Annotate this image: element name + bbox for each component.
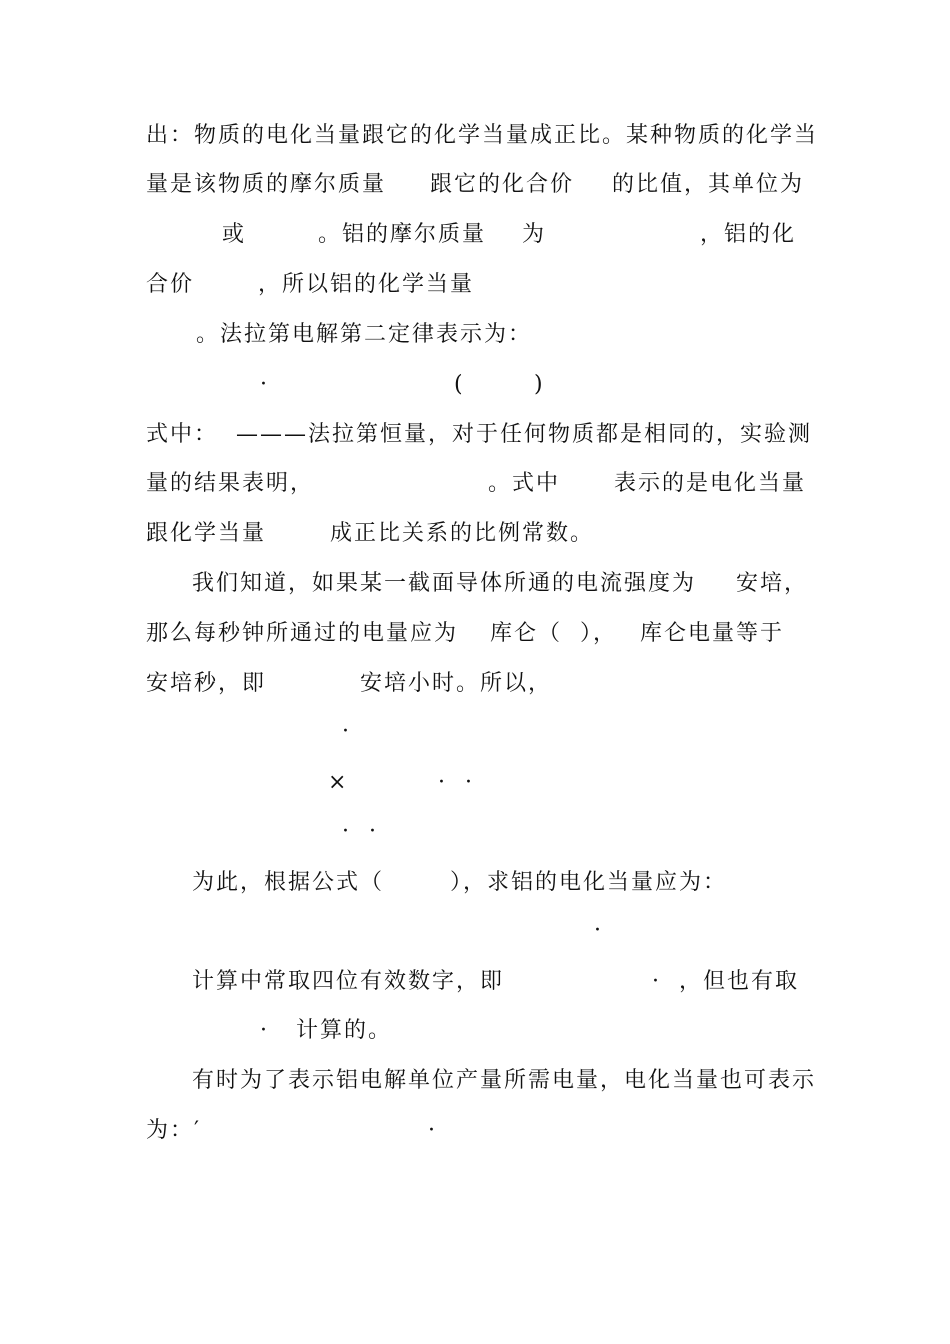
text-fragment: 。式中 <box>488 471 561 496</box>
text-fragment: 安培， <box>736 571 809 596</box>
text-fragment: ) <box>534 372 545 397</box>
text-fragment: · <box>260 1018 269 1043</box>
text-fragment: 跟化学当量 <box>146 521 267 546</box>
text-fragment: 我们知道，如果某一截面导体所通的电流强度为 <box>192 571 697 596</box>
text-line: 式中： ———法拉第恒量，对于任何物质都是相同的，实验测 <box>146 422 812 447</box>
text-fragment: 量是该物质的摩尔质量 <box>146 172 387 197</box>
text-fragment: 跟它的化合价 <box>430 172 575 197</box>
text-fragment: 安培小时。所以， <box>360 671 553 696</box>
text-fragment: ，铝的化 <box>700 222 797 247</box>
text-fragment: 库仑（ ）， <box>490 621 617 646</box>
text-fragment: 计算中常取四位有效数字，即 <box>192 969 505 994</box>
text-fragment: ，所以铝的化学当量 <box>258 272 475 297</box>
text-fragment: 量的结果表明， <box>146 471 315 496</box>
text-fragment: ( <box>454 372 465 397</box>
text-fragment: 库仑电量等于 <box>640 621 785 646</box>
text-fragment: · ，但也有取 <box>652 969 799 994</box>
text-fragment: 。铝的摩尔质量 <box>318 222 487 247</box>
text-fragment: 为：′ <box>146 1118 201 1143</box>
text-fragment: · <box>342 719 351 744</box>
text-fragment: 安培秒，即 <box>146 671 267 696</box>
text-line: 出：物质的电化当量跟它的化学当量成正比。某种物质的化学当 <box>146 123 819 148</box>
text-fragment: · · <box>342 819 378 844</box>
text-fragment: 为 <box>522 222 547 247</box>
text-fragment: 为此，根据公式（ <box>192 870 385 895</box>
text-fragment: 或 <box>222 222 247 247</box>
text-line: 有时为了表示铝电解单位产量所需电量，电化当量也可表示 <box>192 1068 817 1093</box>
text-fragment: 成正比关系的比例常数。 <box>330 521 595 546</box>
text-fragment: 那么每秒钟所通过的电量应为 <box>146 621 459 646</box>
text-fragment: · <box>428 1118 437 1143</box>
text-fragment: ），求铝的电化当量应为： <box>450 870 728 895</box>
text-fragment: 的比值，其单位为 <box>612 172 805 197</box>
text-fragment: · <box>260 372 269 397</box>
text-fragment: · <box>594 918 603 943</box>
text-fragment: 计算的。 <box>296 1018 393 1043</box>
text-fragment: 合价 <box>146 272 195 297</box>
text-line: 。法拉第电解第二定律表示为： <box>196 322 533 347</box>
text-fragment: · · <box>438 770 474 795</box>
text-fragment: × <box>328 770 349 795</box>
text-fragment: 表示的是电化当量 <box>614 471 807 496</box>
